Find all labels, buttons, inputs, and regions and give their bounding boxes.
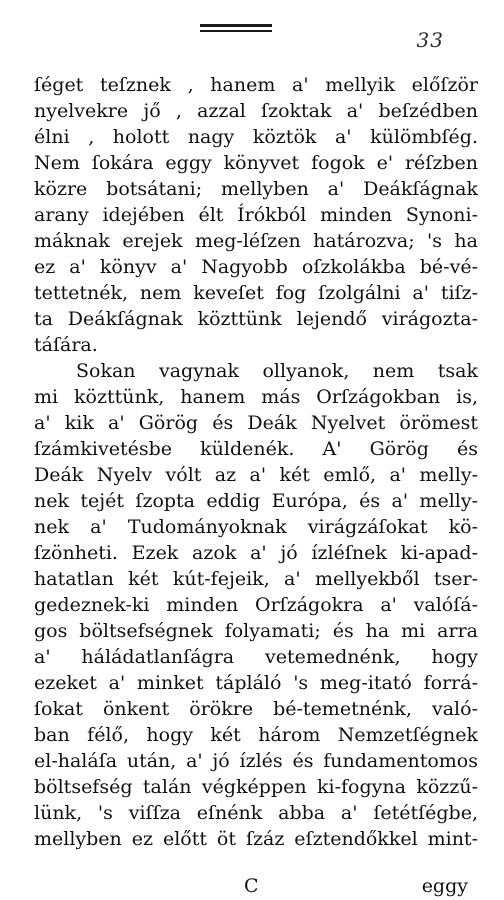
- text-line: nek tejét ſzopta eddig Európa, és a' melly-: [34, 490, 478, 512]
- text-line: tettetnék, nem keveſet fog ſzolgálni a' tiſz-: [34, 282, 478, 304]
- text-line: élni , holott nagy köztök a' külömbſég.: [34, 126, 478, 148]
- text-line: ban félő, hogy két három Nemzetſégnek: [34, 724, 478, 746]
- text-line: nek a' Tudományoknak virágzáſokat kö-: [34, 516, 478, 538]
- text-line: el-haláſa után, a' jó ízlés és fundamentomos: [34, 750, 478, 772]
- text-line: mi közttünk, hanem más Orſzágokban is,: [34, 386, 478, 408]
- text-line: mellyben ez előtt öt ſzáz eſztendőkkel mint-: [34, 828, 478, 850]
- text-line: ſéget teſznek , hanem a' mellyik előſzör: [34, 74, 478, 96]
- text-line: ez a' könyv a' Nagyobb oſzkolákba bé-vé-: [34, 256, 478, 278]
- paragraph-first-line: Sokan vagynak ollyanok, nem tsak: [76, 360, 478, 382]
- text-line: máknak erejek meg-léſzen határozva; 's ha: [34, 230, 478, 252]
- header-ornament: [200, 24, 272, 32]
- text-line: ta Deákſágnak közttünk lejendő virágozta-: [34, 308, 478, 330]
- text-line: lünk, 's viſſza eſnénk abba a' ſetétſégbe,: [34, 802, 478, 824]
- text-line: arany idejében élt Írókból minden Synoni-: [34, 204, 478, 226]
- text-line: Nem ſokára eggy könyvet fogok e' réſzben: [34, 152, 478, 174]
- text-line: ſzönheti. Ezek azok a' jó ízléſnek ki-apad-: [34, 542, 478, 564]
- text-line: hatatlan két kút-fejeik, a' mellyekből tser-: [34, 568, 478, 590]
- text-line: böltsefség talán végképpen ki-fogyna közzű-: [34, 776, 478, 798]
- signature-mark: C: [244, 875, 259, 897]
- page-number: 33: [416, 28, 444, 52]
- text-line: gedeznek-ki minden Orſzágokra a' valóſá-: [34, 594, 478, 616]
- ornament-rule: [200, 24, 272, 27]
- text-line: ezeket a' minket tápláló 's meg-itató forrá-: [34, 672, 478, 694]
- catchword: eggy: [421, 875, 468, 897]
- page-footer: [34, 874, 478, 898]
- body-text: [34, 72, 478, 852]
- text-line: Deák Nyelv vólt az a' két emlő, a' melly-: [34, 464, 478, 486]
- text-line: közre botsátani; mellyben a' Deákſágnak: [34, 178, 478, 200]
- text-line: ſzámkivetésbe küldenék. A' Görög és: [34, 438, 478, 460]
- text-line: a' kik a' Görög és Deák Nyelvet örömest: [34, 412, 478, 434]
- text-line: a' háládatlanſágra vetemednénk, hogy: [34, 646, 478, 668]
- text-line: gos böltsefségnek folyamati; és ha mi arra: [34, 620, 478, 642]
- text-line: táſára.: [34, 334, 98, 356]
- text-line: nyelvekre jő , azzal ſzoktak a' beſzédben: [34, 100, 478, 122]
- ornament-rule: [200, 30, 272, 32]
- text-line: ſokat önkent örökre bé-temetnénk, való-: [34, 698, 478, 720]
